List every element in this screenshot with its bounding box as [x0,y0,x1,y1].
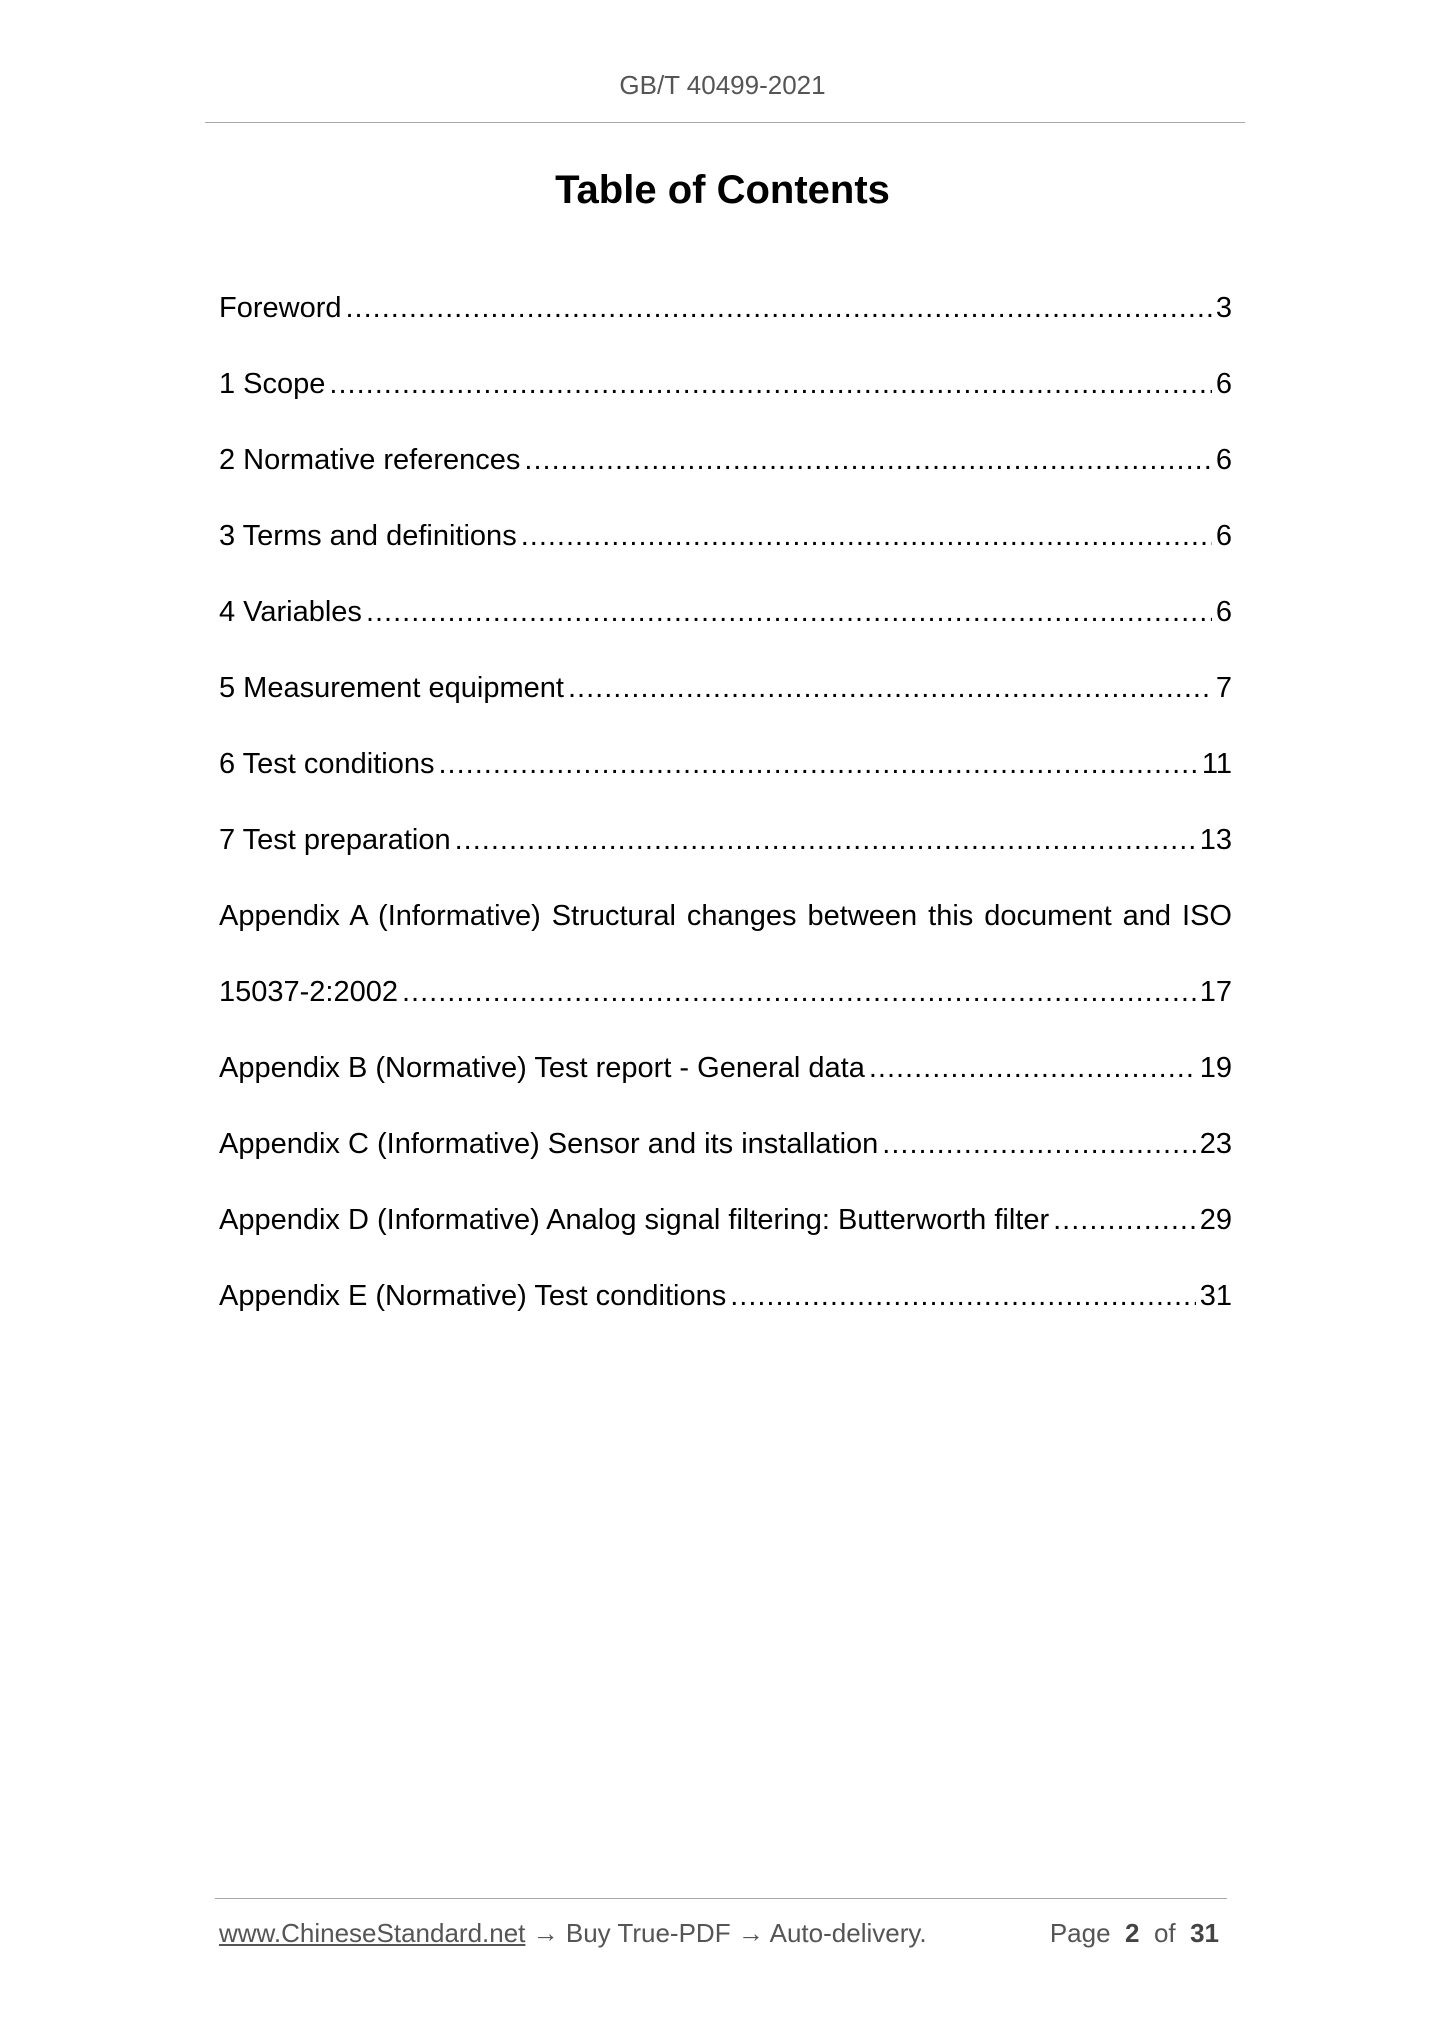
toc-entry-page: 19 [1199,1052,1232,1084]
toc-entry-label: 2 Normative references [219,444,521,476]
website-link[interactable]: www.ChineseStandard.net [219,1918,526,1948]
footer-divider [215,1898,1227,1899]
toc-entry-label: 1 Scope [219,368,326,400]
toc-entry-label: 3 Terms and definitions [219,520,517,552]
page-word: Page [1049,1918,1111,1948]
toc-entry-terms-definitions[interactable] [219,516,1232,592]
toc-entry-foreword[interactable] [219,288,1232,364]
buy-pdf-text: Buy True-PDF [565,1918,731,1948]
toc-list [219,288,1232,1352]
document-id-header: GB/T 40499-2021 [619,70,826,100]
toc-entry-page: 6 [1215,596,1232,628]
dot-leader [366,592,1212,632]
toc-entry-page: 6 [1215,368,1232,400]
toc-entry-page: 29 [1199,1204,1232,1236]
footer-promo [219,1918,927,1949]
toc-entry-appendix-d[interactable] [219,1200,1232,1276]
dot-leader [521,516,1212,556]
toc-entry-label: Appendix B (Normative) Test report - General data [219,1052,865,1084]
toc-entry-measurement-equipment[interactable] [219,668,1232,744]
dot-leader [329,364,1211,404]
toc-entry-normative-references[interactable] [219,440,1232,516]
dot-leader [402,972,1196,1012]
dot-leader [882,1124,1195,1164]
toc-entry-page: 6 [1215,520,1232,552]
dot-leader [730,1276,1196,1316]
toc-entry-page: 31 [1199,1280,1232,1312]
toc-entry-label-line1: Appendix A (Informative) Structural changes between this document and ISO [219,900,1232,932]
auto-delivery-text: Auto-delivery. [769,1918,927,1948]
toc-entry-appendix-e[interactable] [219,1276,1232,1352]
toc-entry-page: 11 [1201,748,1232,780]
toc-entry-scope[interactable] [219,364,1232,440]
toc-entry-page: 23 [1199,1128,1232,1160]
toc-entry-label: 4 Variables [219,596,362,628]
toc-entry-page: 7 [1215,672,1232,704]
toc-entry-appendix-a[interactable] [219,896,1232,1048]
toc-entry-page: 17 [1199,976,1232,1008]
dot-leader [1053,1200,1196,1240]
page-total: 31 [1190,1918,1219,1948]
toc-entry-label: Appendix C (Informative) Sensor and its installation [219,1128,879,1160]
toc-entry-label: Appendix D (Informative) Analog signal filtering: Butterworth filter [219,1204,1050,1236]
toc-entry-variables[interactable] [219,592,1232,668]
header-divider [205,122,1245,123]
arrow-right-icon: → [532,1918,559,1948]
dot-leader [455,820,1196,860]
of-word: of [1153,1918,1176,1948]
toc-entry-page: 13 [1199,824,1232,856]
toc-title: Table of Contents [555,168,890,212]
dot-leader [524,440,1211,480]
toc-entry-label: 15037-2:2002 [219,976,398,1008]
toc-entry-appendix-c[interactable] [219,1124,1232,1200]
page-current: 2 [1125,1918,1140,1948]
toc-entry-test-preparation[interactable] [219,820,1232,896]
toc-entry-label: 5 Measurement equipment [219,672,564,704]
dot-leader [869,1048,1196,1088]
dot-leader [439,744,1198,784]
toc-entry-appendix-b[interactable] [219,1048,1232,1124]
toc-entry-appendix-a-tail[interactable] [219,972,1232,1048]
dot-leader [568,668,1212,708]
toc-entry-page: 6 [1215,444,1232,476]
toc-entry-label: 7 Test preparation [219,824,451,856]
toc-entry-label: Foreword [219,292,342,324]
dot-leader [346,288,1212,328]
toc-entry-page: 3 [1215,292,1232,324]
toc-entry-label: 6 Test conditions [219,748,435,780]
page-indicator [1050,1918,1219,1949]
arrow-right-icon: → [737,1918,764,1948]
toc-entry-label: Appendix E (Normative) Test conditions [219,1280,727,1312]
toc-entry-test-conditions[interactable] [219,744,1232,820]
